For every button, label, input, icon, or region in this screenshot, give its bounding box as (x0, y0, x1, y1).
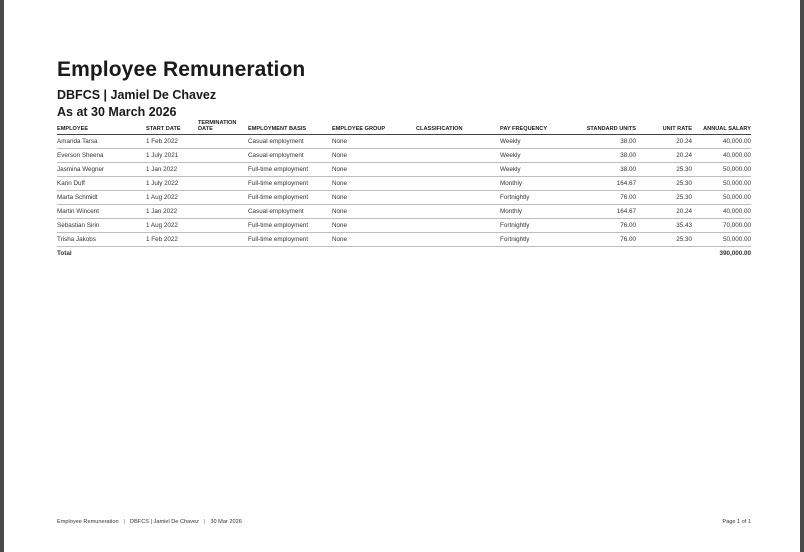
termination-date (198, 191, 248, 205)
classification (416, 233, 500, 247)
footer-page-number: Page 1 of 1 (722, 519, 751, 525)
column-header-standard-units: STANDARD UNITS (570, 120, 636, 135)
unit-rate: 20.24 (636, 135, 692, 149)
annual-salary: 50,000.00 (692, 177, 751, 191)
employee-name: Martin Wincent (57, 205, 146, 219)
employee-name: Sebastian Sirin (57, 219, 146, 233)
employee-group: None (332, 177, 416, 191)
employee-name: Amanda Tarsa (57, 135, 146, 149)
unit-rate: 25.30 (636, 177, 692, 191)
column-header-employment-basis: EMPLOYMENT BASIS (248, 120, 332, 135)
standard-units: 164.67 (570, 205, 636, 219)
standard-units: 38.00 (570, 135, 636, 149)
start-date: 1 Aug 2022 (146, 191, 198, 205)
pay-frequency: Fortnightly (500, 233, 570, 247)
pay-frequency: Weekly (500, 149, 570, 163)
report-as-at-date: As at 30 March 2026 (57, 105, 177, 119)
unit-rate: 25.30 (636, 191, 692, 205)
table-row (57, 135, 751, 149)
unit-rate: 20.24 (636, 205, 692, 219)
termination-date (198, 163, 248, 177)
employee-name: Karin Duff (57, 177, 146, 191)
footer-date: 30 Mar 2026 (210, 519, 242, 525)
footer-separator: | (123, 519, 126, 525)
employee-group: None (332, 191, 416, 205)
termination-date (198, 219, 248, 233)
annual-salary: 40,000.00 (692, 149, 751, 163)
employee-name: Marta Schmidt (57, 191, 146, 205)
table-row (57, 177, 751, 191)
table-row (57, 219, 751, 233)
pay-frequency: Monthly (500, 177, 570, 191)
column-header-unit-rate: UNIT RATE (636, 120, 692, 135)
employment-basis: Full-time employment (248, 219, 332, 233)
total-annual-salary: 390,000.00 (719, 249, 751, 257)
annual-salary: 40,000.00 (692, 135, 751, 149)
classification (416, 163, 500, 177)
employment-basis: Full-time employment (248, 191, 332, 205)
footer-organisation: DBFCS | Jamiel De Chavez (130, 519, 199, 525)
pay-frequency: Weekly (500, 135, 570, 149)
employment-basis: Casual employment (248, 135, 332, 149)
table-row (57, 205, 751, 219)
annual-salary: 70,000.00 (692, 219, 751, 233)
classification (416, 149, 500, 163)
report-title: Employee Remuneration (57, 58, 306, 81)
standard-units: 76.00 (570, 191, 636, 205)
pay-frequency: Weekly (500, 163, 570, 177)
table-row (57, 149, 751, 163)
annual-salary: 40,000.00 (692, 205, 751, 219)
remuneration-table (57, 120, 751, 259)
employee-name: Trisha Jakobs (57, 233, 146, 247)
table-row (57, 163, 751, 177)
pay-frequency: Fortnightly (500, 191, 570, 205)
annual-salary: 50,000.00 (692, 163, 751, 177)
employment-basis: Casual employment (248, 205, 332, 219)
table-row (57, 191, 751, 205)
footer-separator: | (203, 519, 206, 525)
table-row (57, 233, 751, 247)
column-header-annual-salary: ANNUAL SALARY (692, 120, 751, 135)
employee-group: None (332, 149, 416, 163)
termination-date (198, 149, 248, 163)
termination-date (198, 233, 248, 247)
start-date: 1 Jan 2022 (146, 163, 198, 177)
employee-group: None (332, 219, 416, 233)
unit-rate: 25.30 (636, 163, 692, 177)
employment-basis: Full-time employment (248, 233, 332, 247)
classification (416, 219, 500, 233)
column-header-termination-date: TERMINATION DATE (198, 120, 248, 135)
standard-units: 76.00 (570, 219, 636, 233)
employment-basis: Casual employment (248, 149, 332, 163)
standard-units: 164.67 (570, 177, 636, 191)
employment-basis: Full-time employment (248, 177, 332, 191)
table-total-row (57, 247, 751, 260)
annual-salary: 50,000.00 (692, 191, 751, 205)
unit-rate: 20.24 (636, 149, 692, 163)
termination-date (198, 135, 248, 149)
employee-name: Everson Sheena (57, 149, 146, 163)
start-date: 1 Jan 2022 (146, 205, 198, 219)
unit-rate: 35.43 (636, 219, 692, 233)
employee-group: None (332, 205, 416, 219)
annual-salary: 50,000.00 (692, 233, 751, 247)
start-date: 1 Aug 2022 (146, 219, 198, 233)
termination-date (198, 205, 248, 219)
termination-date (198, 177, 248, 191)
page-footer (57, 519, 751, 525)
start-date: 1 Feb 2022 (146, 233, 198, 247)
employee-group: None (332, 233, 416, 247)
column-header-employee: EMPLOYEE (57, 120, 146, 135)
standard-units: 76.00 (570, 233, 636, 247)
classification (416, 205, 500, 219)
employee-name: Jasmina Wegner (57, 163, 146, 177)
employment-basis: Full-time employment (248, 163, 332, 177)
column-header-pay-frequency: PAY FREQUENCY (500, 120, 570, 135)
standard-units: 38.00 (570, 163, 636, 177)
start-date: 1 Feb 2022 (146, 135, 198, 149)
column-header-employee-group: EMPLOYEE GROUP (332, 120, 416, 135)
standard-units: 38.00 (570, 149, 636, 163)
classification (416, 191, 500, 205)
classification (416, 135, 500, 149)
employee-group: None (332, 135, 416, 149)
total-label: Total (57, 249, 72, 257)
start-date: 1 July 2021 (146, 149, 198, 163)
pay-frequency: Monthly (500, 205, 570, 219)
unit-rate: 25.30 (636, 233, 692, 247)
start-date: 1 July 2022 (146, 177, 198, 191)
report-organisation: DBFCS | Jamiel De Chavez (57, 88, 217, 102)
classification (416, 177, 500, 191)
report-page (4, 0, 800, 552)
table-header-row (57, 120, 751, 135)
employee-group: None (332, 163, 416, 177)
footer-report-title: Employee Remuneration (57, 519, 119, 525)
pay-frequency: Fortnightly (500, 219, 570, 233)
column-header-classification: CLASSIFICATION (416, 120, 500, 135)
column-header-start-date: START DATE (146, 120, 198, 135)
